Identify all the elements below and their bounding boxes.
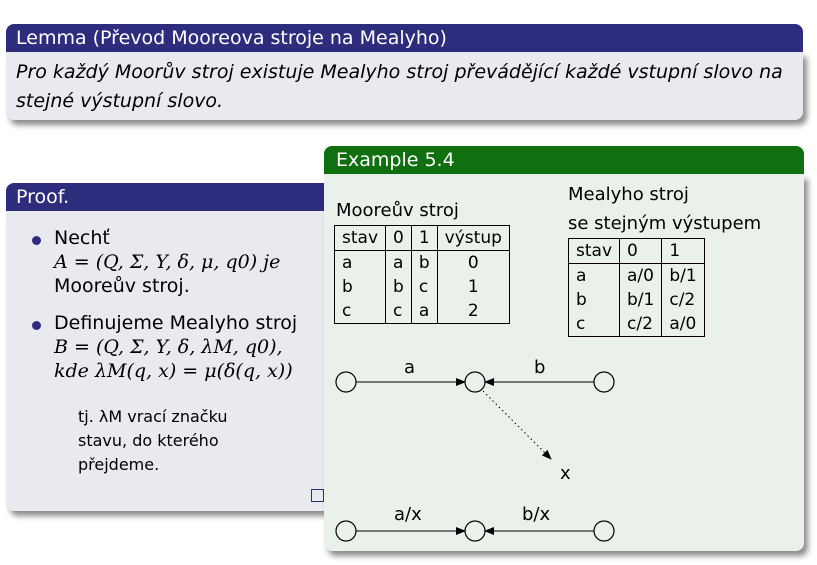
table-cell: b	[411, 251, 437, 276]
mealy-label-2: se stejným výstupem	[568, 213, 762, 234]
proof-item-2-formula: B = (Q, Σ, Y, δ, λM, q0),	[54, 336, 283, 358]
table-cell: c	[411, 275, 437, 299]
table-cell: a	[335, 251, 386, 276]
table-cell: a	[386, 251, 412, 276]
table-cell: b/1	[662, 264, 704, 289]
table-header-cell: výstup	[437, 226, 509, 251]
state-node	[594, 372, 614, 392]
proof-item-2-definition: kde λM(q, x) = μ(δ(q, x))	[54, 360, 293, 382]
output-label: x	[560, 463, 571, 484]
table-cell: c	[386, 299, 412, 324]
transition-label: a	[404, 357, 416, 378]
lemma-line-2: stejné výstupní slovo.	[16, 90, 224, 112]
output-arrow	[483, 391, 551, 459]
state-node	[594, 521, 614, 541]
table-cell: b/1	[620, 288, 662, 312]
table-cell: 1	[437, 275, 509, 299]
transition-label: a/x	[394, 504, 422, 525]
table-cell: c	[569, 312, 620, 337]
proof-item-1-formula: A = (Q, Σ, Y, δ, μ, q0) je	[54, 251, 281, 273]
moore-label: Mooreův stroj	[336, 200, 459, 221]
transition-label: b/x	[522, 504, 551, 525]
proof-item-1-line-3: Mooreův stroj.	[54, 275, 190, 297]
state-node	[465, 372, 485, 392]
table-cell: b	[386, 275, 412, 299]
table-cell: c/2	[620, 312, 662, 337]
table-cell: a/0	[662, 312, 704, 337]
proof-title: Proof.	[6, 183, 336, 211]
mealy-label-1: Mealyho stroj	[568, 184, 689, 205]
table-cell: b	[335, 275, 386, 299]
proof-item-1-line-1: Nechť	[54, 227, 110, 249]
proof-note-line-1: tj. λM vrací značku	[78, 407, 228, 426]
transition-label: b	[534, 357, 546, 378]
diagram-bottom	[336, 504, 614, 541]
table-header-cell: 0	[386, 226, 412, 251]
proof-item-2-line-1: Definujeme Mealyho stroj	[54, 312, 298, 334]
table-cell: c/2	[662, 288, 704, 312]
diagram-top	[336, 357, 614, 484]
table-cell: c	[335, 299, 386, 324]
table-cell: 0	[437, 251, 509, 276]
table-header-cell: stav	[569, 239, 620, 264]
proof-note-line-2: stavu, do kterého	[78, 431, 219, 450]
table-header-cell: stav	[335, 226, 386, 251]
lemma-line-1: Pro každý Moorův stroj existuje Mealyho stroj převádějící každé vstupní slovo na	[16, 61, 783, 83]
table-cell: b	[569, 288, 620, 312]
table-cell: a	[411, 299, 437, 324]
state-node	[465, 521, 485, 541]
table-header-cell: 1	[662, 239, 704, 264]
proof-note-line-3: přejdeme.	[78, 455, 160, 474]
lemma-title: Lemma (Převod Mooreova stroje na Mealyho)	[6, 24, 803, 52]
table-header-cell: 0	[620, 239, 662, 264]
example-title: Example 5.4	[324, 146, 804, 174]
table-header-cell: 1	[411, 226, 437, 251]
table-cell: a/0	[620, 264, 662, 289]
table-cell: a	[569, 264, 620, 289]
table-cell: 2	[437, 299, 509, 324]
state-node	[336, 521, 356, 541]
state-node	[336, 372, 356, 392]
